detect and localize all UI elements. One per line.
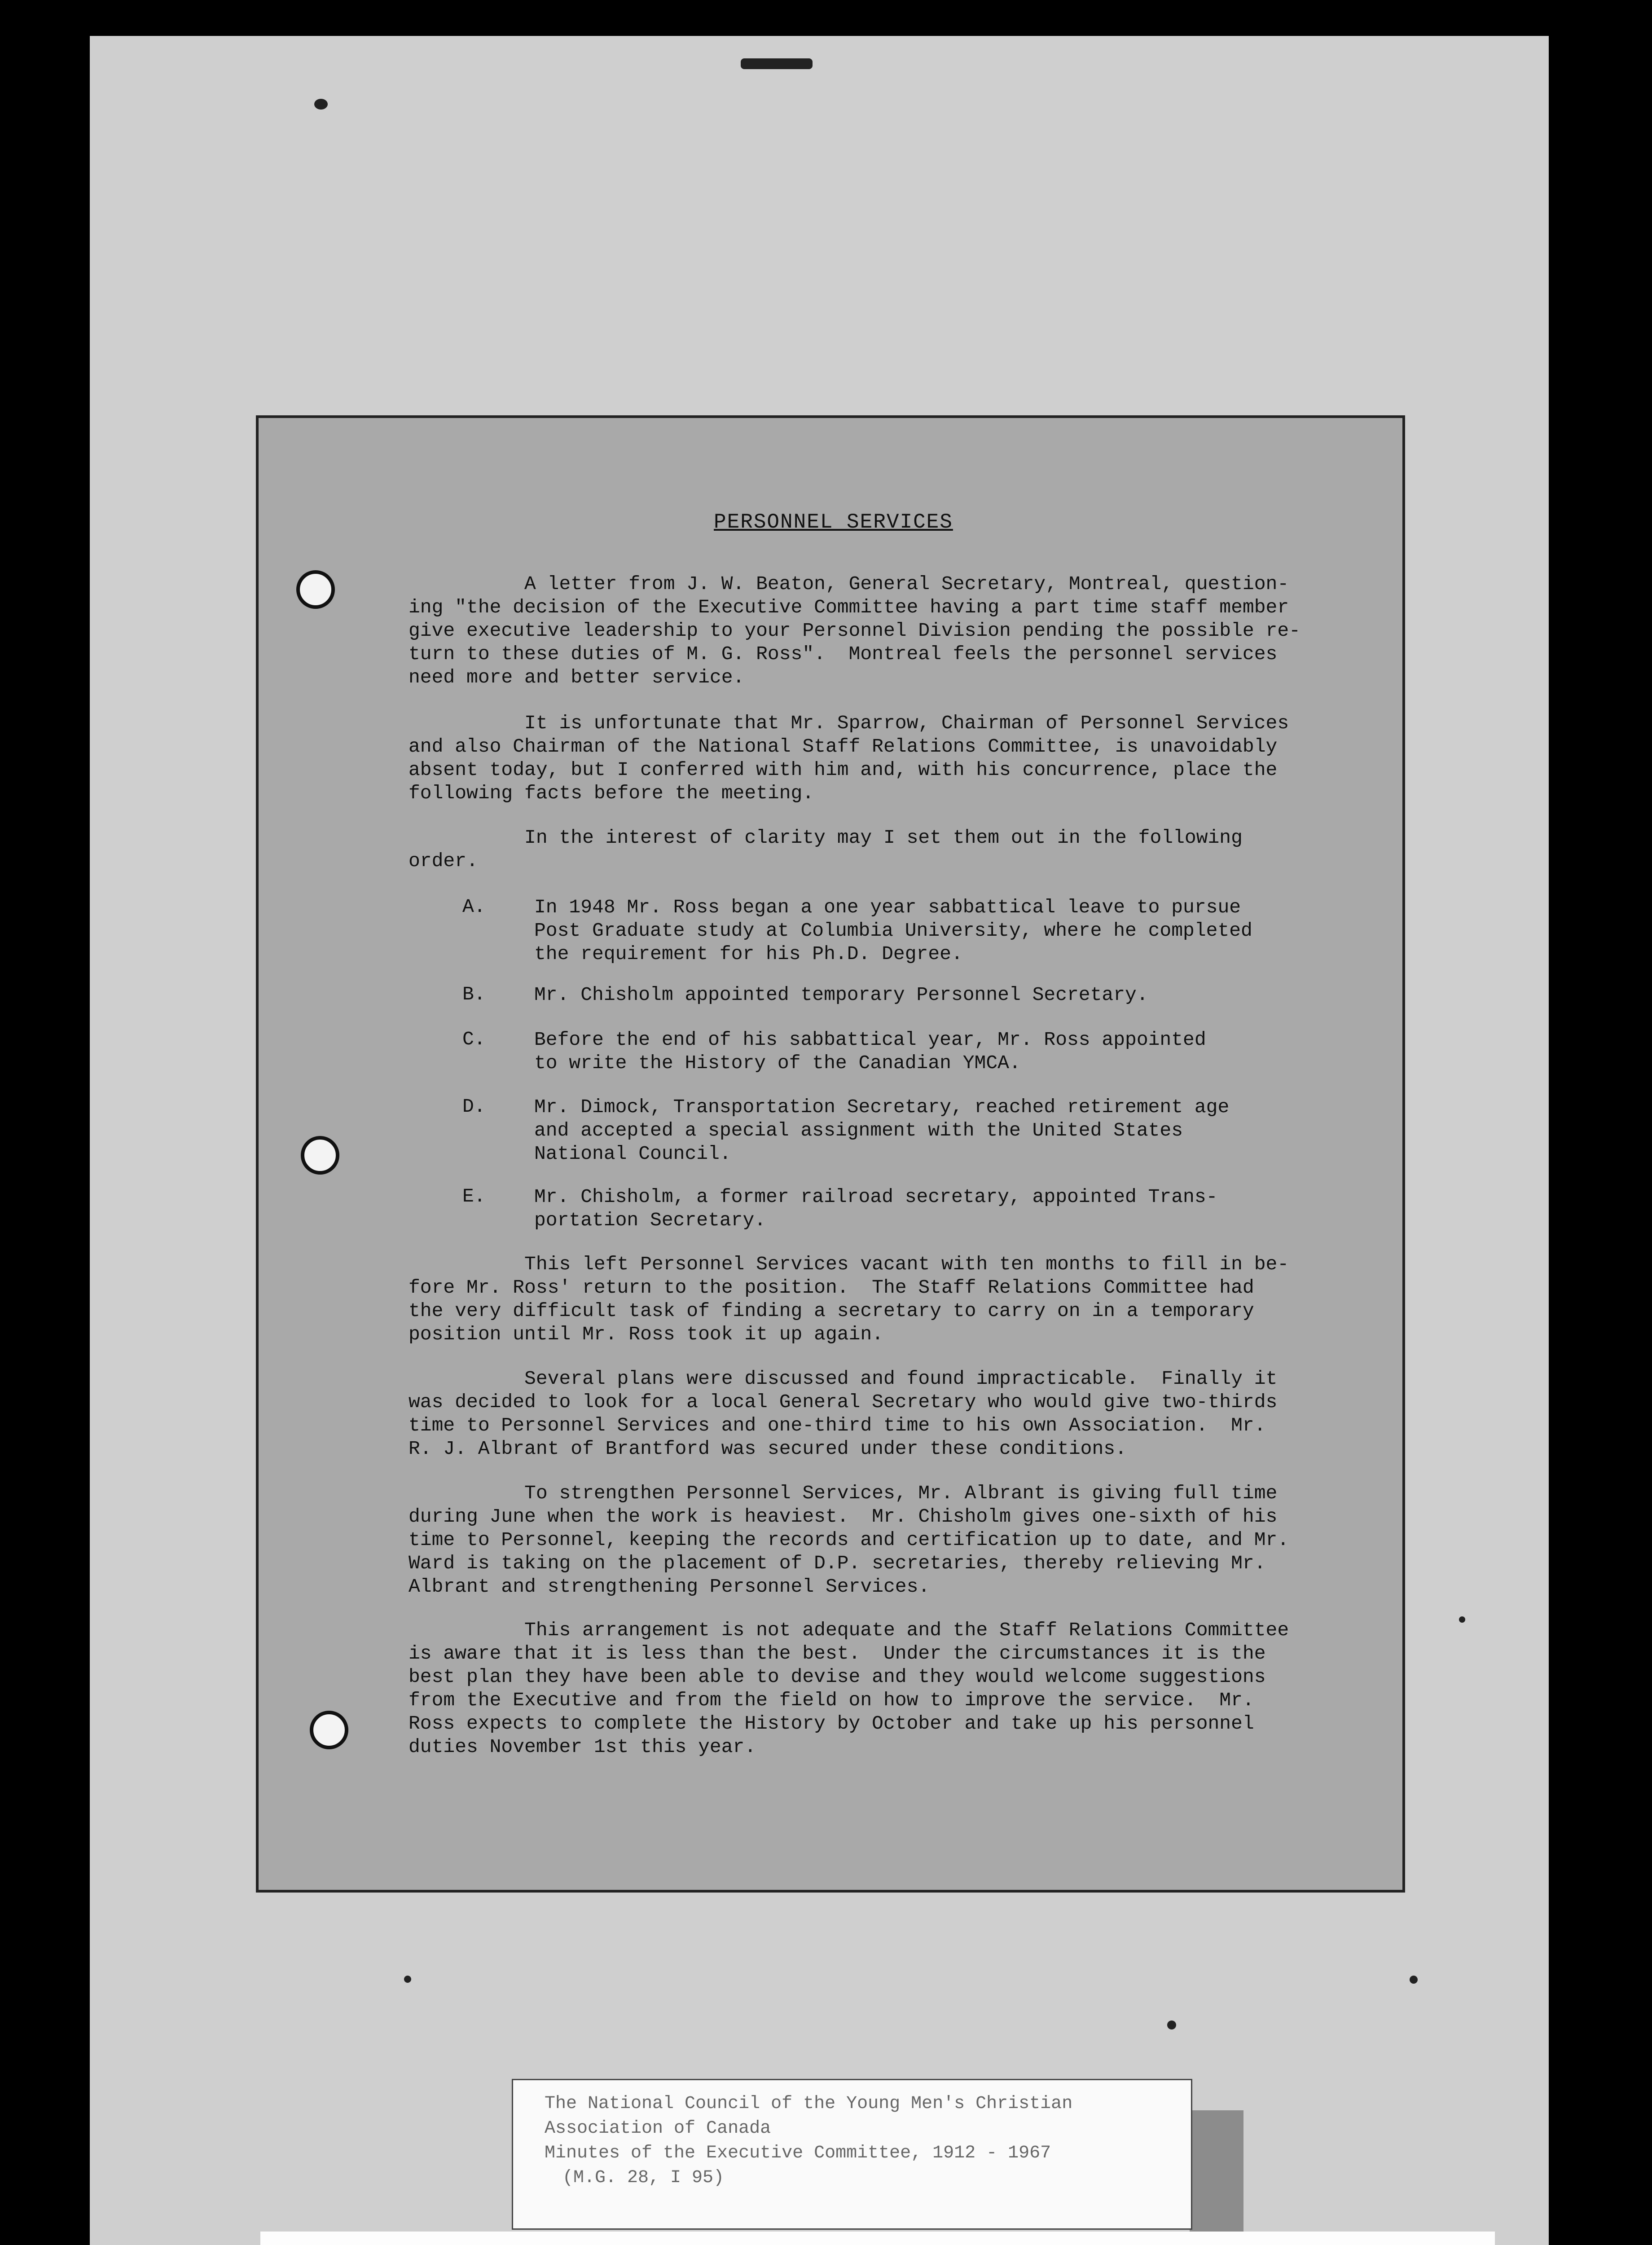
paragraph-1: A letter from J. W. Beaton, General Secretary, Montreal, question- ing "the decision of the Executive Committee having a part time staff member give executive leadership to your Personnel Division pending the possible re- turn to these duties of M. G. Ross". Montreal feels the personnel services need more and better service.: [409, 573, 1301, 688]
list-item-letter: C.: [462, 1028, 486, 1050]
document-title: PERSONNEL SERVICES: [714, 511, 953, 534]
archive-label-line: Minutes of the Executive Committee, 1912 - 1967: [545, 2143, 1051, 2163]
paragraph-7: This arrangement is not adequate and the Staff Relations Committee is aware that it is less than the best. Under the circumstances it is the best plan they have been able to devise and they would welcome suggestions from the Executive and from the field on how to improve the service. Mr. Ross expects to complete the History by October and take up his personnel duties November 1st this year.: [409, 1619, 1289, 1758]
list-item-letter: E.: [462, 1185, 486, 1207]
archive-label-line: (M.G. 28, I 95): [562, 2168, 725, 2188]
board-speck: [404, 1976, 411, 1983]
list-item-letter: B.: [462, 983, 486, 1005]
paragraph-2: It is unfortunate that Mr. Sparrow, Chairman of Personnel Services and also Chairman of the National Staff Relations Committee, is unavoidably absent today, but I conferred with him and, with his concurrence, place the following facts before the meeting.: [409, 712, 1289, 804]
punch-hole: [310, 1711, 348, 1749]
list-item-letter: D.: [462, 1096, 486, 1118]
list-item-letter: A.: [462, 896, 486, 918]
board-speck: [314, 99, 328, 110]
punch-hole: [301, 1136, 339, 1175]
list-item-text: Before the end of his sabbattical year, Mr. Ross appointed to write the History of the Canadian YMCA.: [534, 1029, 1206, 1074]
board-speck: [1167, 2020, 1176, 2029]
archive-label-card: [512, 2079, 1192, 2230]
board-speck: [1459, 1616, 1465, 1623]
paragraph-4: This left Personnel Services vacant with ten months to fill in be- fore Mr. Ross' return to the position. The Staff Relations Committee had the very difficult task of finding a secretary to carry on in a temporary position until Mr. Ross took it up again.: [409, 1253, 1289, 1345]
board-mark: [741, 58, 813, 69]
paragraph-3: In the interest of clarity may I set them out in the following order.: [409, 827, 1243, 872]
paragraph-6: To strengthen Personnel Services, Mr. Albrant is giving full time during June when the work is heaviest. Mr. Chisholm gives one-sixth of his time to Personnel, keeping the records and certification up to date, and Mr. Ward is taking on the placement of D.P. secretaries, thereby relieving Mr. Albrant and strengthening Personnel Services.: [409, 1482, 1289, 1598]
list-item-text: Mr. Chisholm appointed temporary Personnel Secretary.: [534, 984, 1148, 1006]
document-page: [256, 415, 1405, 1893]
punch-hole: [296, 570, 335, 609]
board-speck: [1410, 1976, 1418, 1984]
list-item-text: Mr. Chisholm, a former railroad secretary, appointed Trans- portation Secretary.: [534, 1186, 1218, 1231]
list-item-text: Mr. Dimock, Transportation Secretary, reached retirement age and accepted a special assignment with the United States National Council.: [534, 1096, 1230, 1165]
tape-strip: [1190, 2110, 1243, 2236]
paragraph-5: Several plans were discussed and found impracticable. Finally it was decided to look for a local General Secretary who would give two-thirds time to Personnel Services and one-third time to his own Association. Mr. R. J. Albrant of Brantford was secured under these conditions.: [409, 1368, 1278, 1460]
list-item-text: In 1948 Mr. Ross began a one year sabbattical leave to pursue Post Graduate study at Columbia University, where he completed the requirement for his Ph.D. Degree.: [534, 896, 1252, 965]
archive-label-line: The National Council of the Young Men's Christian: [545, 2094, 1073, 2114]
archives-stamp-card: [260, 2232, 1495, 2245]
archive-label-line: Association of Canada: [545, 2118, 771, 2139]
